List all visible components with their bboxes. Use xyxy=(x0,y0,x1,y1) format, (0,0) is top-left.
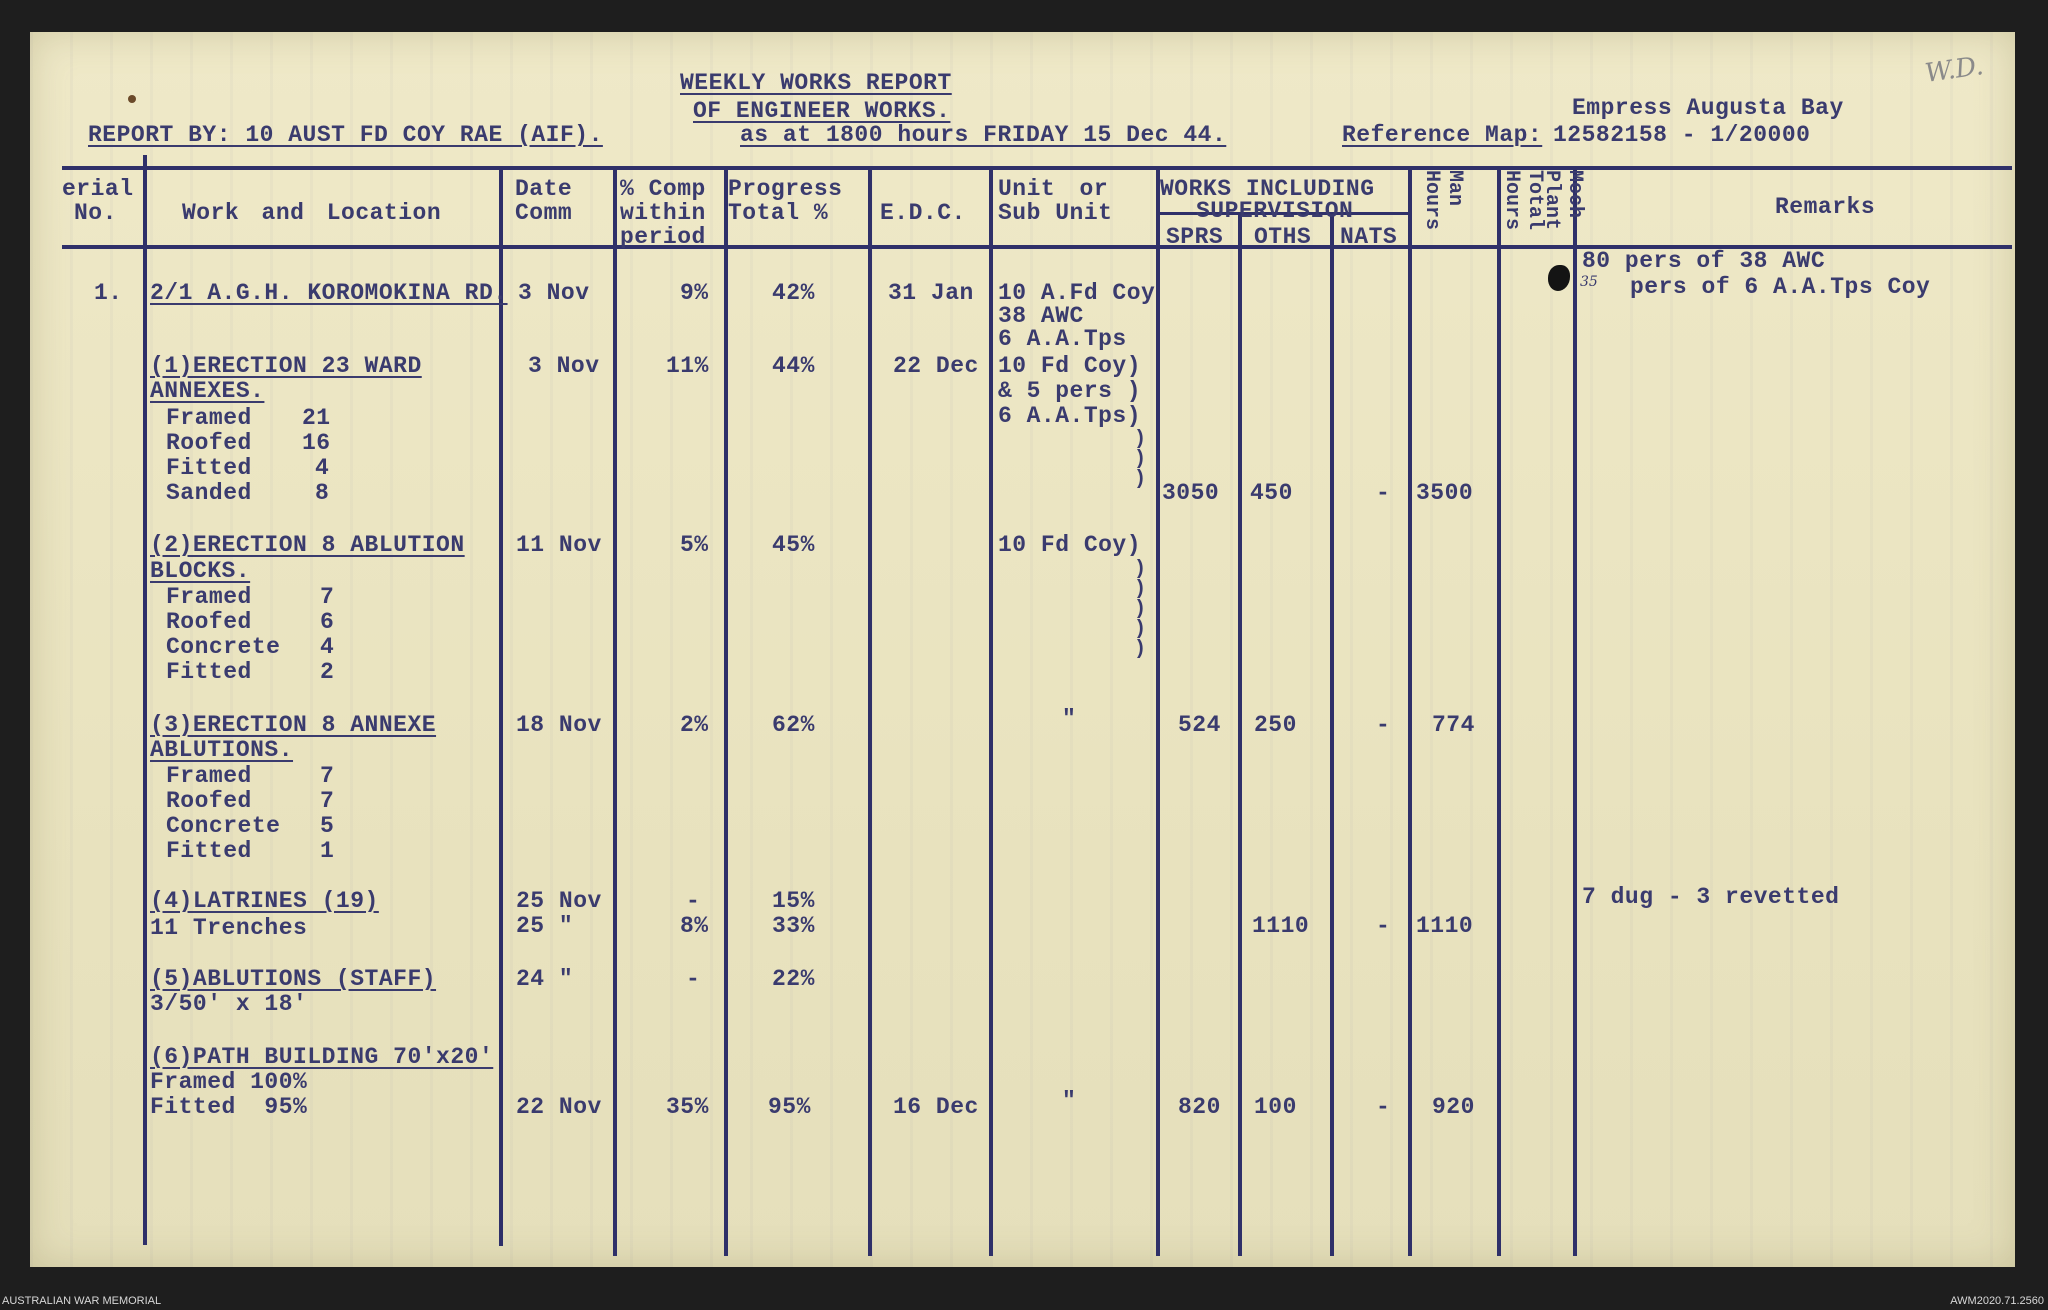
header-date-2: Comm xyxy=(515,200,573,226)
row2-item-val-1: 21 xyxy=(302,405,331,431)
row4-item-label-2: Roofed xyxy=(166,788,252,814)
col-divider-10 xyxy=(1408,166,1412,1256)
row6-work-1: (5)ABLUTIONS (STAFF) xyxy=(150,966,437,992)
col-divider-3 xyxy=(613,166,617,1256)
row2-prog: 44% xyxy=(772,353,815,379)
header-works-2: SUPERVISION xyxy=(1196,198,1354,224)
row3-item-label-4: Fitted xyxy=(166,659,252,685)
row4-date: 18 Nov xyxy=(516,712,602,738)
row5-prog-1: 15% xyxy=(772,888,815,914)
row4-comp: 2% xyxy=(680,712,709,738)
row2-comp: 11% xyxy=(666,353,709,379)
row2-unit-1: 10 Fd Coy) xyxy=(998,353,1142,379)
row3-item-val-4: 2 xyxy=(320,659,335,685)
row3-item-val-2: 6 xyxy=(320,609,335,635)
col-divider-8 xyxy=(1238,212,1242,1256)
header-date-1: Date xyxy=(515,176,573,202)
row3-item-label-1: Framed xyxy=(166,584,252,610)
row1-serial: 1. xyxy=(94,280,123,306)
row4-item-val-2: 7 xyxy=(320,788,335,814)
row3-item-label-3: Concrete xyxy=(166,634,281,660)
row2-item-label-3: Fitted xyxy=(166,455,252,481)
row5-comp-1: - xyxy=(686,888,701,914)
row3-work-1: (2)ERECTION 8 ABLUTION xyxy=(150,532,465,558)
row4-nats: - xyxy=(1376,712,1391,738)
row4-item-label-1: Framed xyxy=(166,763,252,789)
row7-unit: " xyxy=(1062,1088,1077,1114)
row7-sprs: 820 xyxy=(1178,1094,1221,1120)
row1-work: 2/1 A.G.H. KOROMOKINA RD. xyxy=(150,280,508,306)
row7-man: 920 xyxy=(1432,1094,1475,1120)
row3-date: 11 Nov xyxy=(516,532,602,558)
col-divider-12 xyxy=(1573,166,1577,1256)
row2-work-2: ANNEXES. xyxy=(150,378,265,404)
row4-item-val-1: 7 xyxy=(320,763,335,789)
row3-comp: 5% xyxy=(680,532,709,558)
row3-work-2: BLOCKS. xyxy=(150,558,251,584)
header-prog-2: Total % xyxy=(728,200,829,226)
row1-unit-2: 38 AWC xyxy=(998,303,1084,329)
row4-sprs: 524 xyxy=(1178,712,1221,738)
row4-item-label-4: Fitted xyxy=(166,838,252,864)
row2-edc: 22 Dec xyxy=(893,353,979,379)
row3-unit-1: 10 Fd Coy) xyxy=(998,532,1142,558)
row7-nats: - xyxy=(1376,1094,1391,1120)
row2-man: 3500 xyxy=(1416,480,1474,506)
row1-prog: 42% xyxy=(772,280,815,306)
row2-item-label-2: Roofed xyxy=(166,430,252,456)
row5-man: 1110 xyxy=(1416,913,1474,939)
header-unit-2: Sub Unit xyxy=(998,200,1113,226)
row4-prog: 62% xyxy=(772,712,815,738)
row5-date-1: 25 Nov xyxy=(516,888,602,914)
row6-comp: - xyxy=(686,966,701,992)
row6-work-2: 3/50' x 18' xyxy=(150,991,308,1017)
row1-comp: 9% xyxy=(680,280,709,306)
row5-remark: 7 dug - 3 revetted xyxy=(1582,884,1840,910)
header-oths: OTHS xyxy=(1254,224,1312,250)
col-divider-9 xyxy=(1330,212,1334,1256)
row2-item-label-1: Framed xyxy=(166,405,252,431)
row7-edc: 16 Dec xyxy=(893,1094,979,1120)
row2-unit-3: 6 A.A.Tps) xyxy=(998,403,1142,429)
row7-work-2: Framed 100% xyxy=(150,1069,308,1095)
row5-work-1: (4)LATRINES (19) xyxy=(150,888,379,914)
footer-source: AUSTRALIAN WAR MEMORIAL xyxy=(2,1295,162,1307)
row5-nats: - xyxy=(1376,913,1391,939)
header-works-1: WORKS INCLUDING xyxy=(1160,176,1375,202)
row2-item-val-2: 16 xyxy=(302,430,331,456)
row5-prog-2: 33% xyxy=(772,913,815,939)
header-nats: NATS xyxy=(1340,224,1398,250)
row3-brace: ) ) ) ) ) xyxy=(1134,558,1147,661)
row2-date: 3 Nov xyxy=(528,353,600,379)
header-mech-plant: Mech Plant xyxy=(1540,170,1586,231)
report-title-line2: OF ENGINEER WORKS. xyxy=(693,98,951,124)
row4-unit: " xyxy=(1062,706,1077,732)
col-divider-2 xyxy=(499,166,503,1246)
col-divider-7 xyxy=(1156,166,1160,1256)
report-location: Empress Augusta Bay xyxy=(1572,95,1844,121)
header-remarks: Remarks xyxy=(1775,194,1876,220)
col-divider-11 xyxy=(1497,166,1501,1256)
row1-unit-1: 10 A.Fd Coy xyxy=(998,280,1156,306)
row7-work-3: Fitted 95% xyxy=(150,1094,308,1120)
header-prog-1: Progress xyxy=(728,176,843,202)
row2-nats: - xyxy=(1376,480,1391,506)
header-comp-1: % Comp xyxy=(620,176,706,202)
reference-map-label: Reference Map: xyxy=(1342,122,1543,148)
row1-remark-2: pers of 6 A.A.Tps Coy xyxy=(1630,274,1931,300)
row2-item-label-4: Sanded xyxy=(166,480,252,506)
header-comp-3: period xyxy=(620,224,706,250)
row2-brace: ) ) ) xyxy=(1134,428,1147,491)
header-work-location: Work and Location xyxy=(182,200,442,226)
report-by: REPORT BY: 10 AUST FD COY RAE (AIF). xyxy=(88,122,603,148)
row4-work-1: (3)ERECTION 8 ANNEXE xyxy=(150,712,437,738)
header-serial-1: erial xyxy=(62,176,134,202)
col-divider-1 xyxy=(143,155,147,1245)
report-as-at: as at 1800 hours FRIDAY 15 Dec 44. xyxy=(740,122,1227,148)
row2-work-1: (1)ERECTION 23 WARD xyxy=(150,353,422,379)
row2-unit-2: & 5 pers ) xyxy=(998,378,1142,404)
row7-work-1: (6)PATH BUILDING 70'x20' xyxy=(150,1044,494,1070)
row2-item-val-4: 8 xyxy=(315,480,330,506)
row4-item-val-3: 5 xyxy=(320,813,335,839)
row3-item-val-3: 4 xyxy=(320,634,335,660)
row7-prog: 95% xyxy=(768,1094,811,1120)
header-man-hours: Man Hours xyxy=(1420,170,1466,231)
row1-date: 3 Nov xyxy=(518,280,590,306)
row3-prog: 45% xyxy=(772,532,815,558)
row7-comp: 35% xyxy=(666,1094,709,1120)
table-top-border xyxy=(62,166,2012,170)
pencil-annotation: W.D. xyxy=(1923,51,1986,89)
row6-date: 24 " xyxy=(516,966,574,992)
reference-map-value: 12582158 - 1/20000 xyxy=(1553,122,1811,148)
header-total-hours: Total Hours xyxy=(1500,170,1546,231)
row4-item-val-4: 1 xyxy=(320,838,335,864)
row5-work-2: 11 Trenches xyxy=(150,915,308,941)
report-title-line1: WEEKLY WORKS REPORT xyxy=(680,70,952,96)
row1-remark-1: 80 pers of 38 AWC xyxy=(1582,248,1826,274)
header-serial-2: No. xyxy=(74,200,117,226)
row1-edc: 31 Jan xyxy=(888,280,974,306)
footer-accession: AWM2020.71.2560 xyxy=(1950,1295,2044,1307)
header-edc: E.D.C. xyxy=(880,200,966,226)
col-divider-4 xyxy=(724,166,728,1256)
row6-prog: 22% xyxy=(772,966,815,992)
row5-oths: 1110 xyxy=(1252,913,1310,939)
row3-item-label-2: Roofed xyxy=(166,609,252,635)
row5-comp-2: 8% xyxy=(680,913,709,939)
row4-work-2: ABLUTIONS. xyxy=(150,737,294,763)
rust-mark xyxy=(128,95,136,103)
header-unit-1: Unit or xyxy=(998,176,1109,202)
header-sprs: SPRS xyxy=(1166,224,1224,250)
row5-date-2: 25 " xyxy=(516,913,574,939)
row7-oths: 100 xyxy=(1254,1094,1297,1120)
header-comp-2: within xyxy=(620,200,706,226)
row2-sprs: 3050 xyxy=(1162,480,1220,506)
row2-oths: 450 xyxy=(1250,480,1293,506)
col-divider-6 xyxy=(989,166,993,1256)
row4-item-label-3: Concrete xyxy=(166,813,281,839)
row7-date: 22 Nov xyxy=(516,1094,602,1120)
col-divider-5 xyxy=(868,166,872,1256)
row2-item-val-3: 4 xyxy=(315,455,330,481)
row1-remark-note: 35 xyxy=(1580,274,1598,290)
row4-oths: 250 xyxy=(1254,712,1297,738)
row3-item-val-1: 7 xyxy=(320,584,335,610)
row4-man: 774 xyxy=(1432,712,1475,738)
row1-unit-3: 6 A.A.Tps xyxy=(998,326,1127,352)
